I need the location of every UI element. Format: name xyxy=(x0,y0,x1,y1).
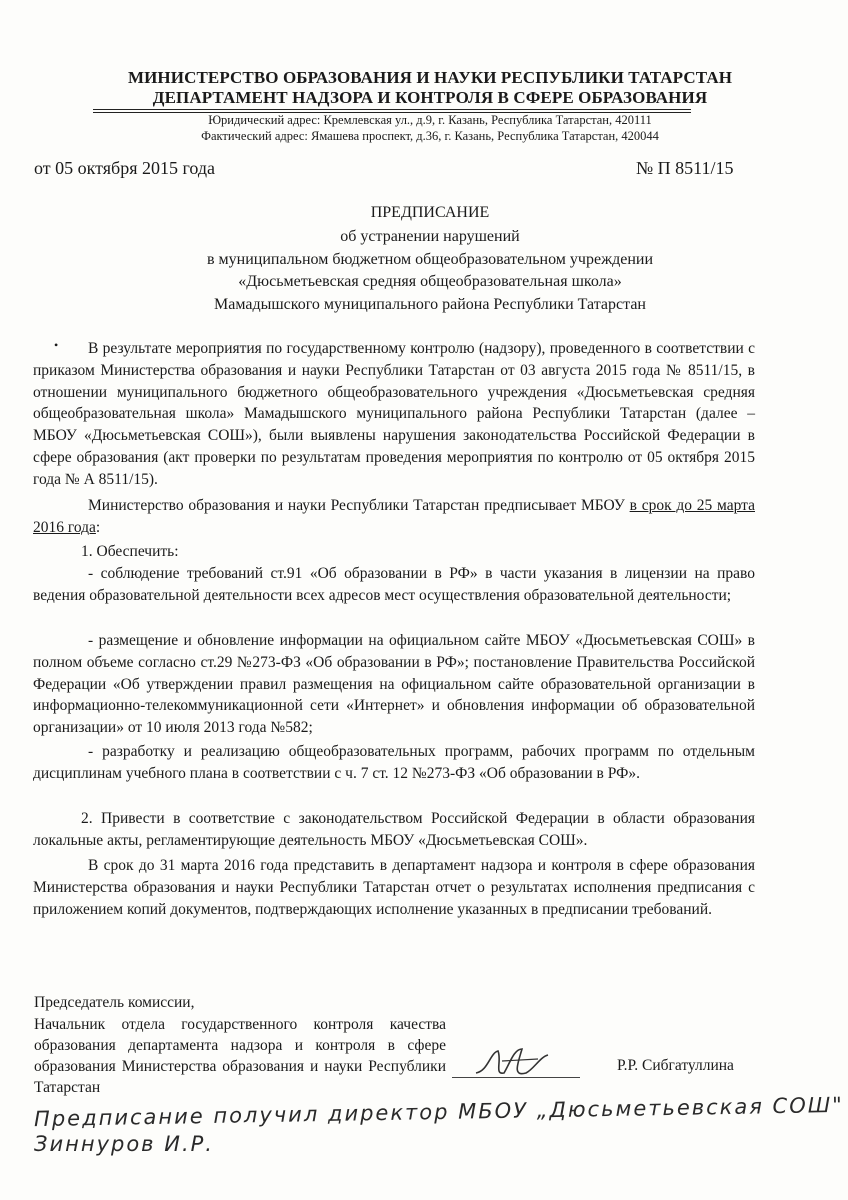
signer-name: Р.Р. Сибгатуллина xyxy=(617,1057,734,1074)
doc-title: ПРЕДПИСАНИЕ xyxy=(370,204,490,221)
paragraph-report-deadline xyxy=(33,855,755,920)
doc-subtitle-2: в муниципальном бюджетном общеобразовательном учреждении xyxy=(206,251,654,268)
doc-subtitle-3: «Дюсьметьевская средняя общеобразовательная школа» xyxy=(238,273,622,290)
document-date: от 05 октября 2015 года xyxy=(34,158,216,178)
item-1-website xyxy=(33,630,755,739)
paragraph-order xyxy=(33,495,755,539)
header-rule-top xyxy=(93,109,691,110)
signer-role-2: Начальник отдела государственного контроля качества образования департамента надзора и контроля в сфере образования Министерства образования и науки Республики Татарстан xyxy=(34,1016,446,1096)
order-text: Министерство образования и науки Республики Татарстан предписывает МБОУ xyxy=(88,497,630,514)
paragraph-text: - размещение и обновление информации на официальном сайте МБОУ «Дюсьметьевская СОШ» в полном объеме согласно ст.29 №273-ФЗ «Об образовании в РФ»; постановление Правительства Российской Федерации «Об утверждении правил размещения на официальном сайте образовательной организации в информационно-телекоммуникационной сети «Интернет» и обновления информации об образовательной организации» от 10 июля 2013 года №582; xyxy=(33,632,755,737)
ministry-title: МИНИСТЕРСТВО ОБРАЗОВАНИЯ И НАУКИ РЕСПУБЛИКИ ТАТАРСТАН xyxy=(127,68,733,87)
deadline-text: в срок до 25 марта 2016 года xyxy=(33,497,755,536)
signer-role-1: Председатель комиссии, xyxy=(34,994,195,1011)
paragraph-text: 1. Обеспечить: xyxy=(81,543,179,560)
paragraph-text: В срок до 31 марта 2016 года представить в департамент надзора и контроля в сфере образования Министерства образования и науки Республики Татарстан отчет о результатах исполнения предписания с приложением копий документов, подтверждающих исполнение указанных в предписании требований. xyxy=(33,857,755,918)
paragraph-text: 2. Привести в соответствие с законодательством Российской Федерации в области образования локальные акты, регламентирующие деятельность МБОУ «Дюсьметьевская СОШ». xyxy=(33,810,755,849)
document-number: № П 8511/15 xyxy=(636,158,734,178)
paragraph-text: В результате мероприятия по государственному контролю (надзору), проведенного в соответствии с приказом Министерства образования и науки Республики Татарстан от 03 августа 2015 года № 8511/15, в отношении муниципального бюджетного общеобразовательного учреждения «Дюсьметьевская средняя общеобразовательная школа» Мамадышского муниципального района Республики Татарстан (далее – МБОУ «Дюсьметьевская СОШ»), были выявлены нарушения законодательства Российской Федерации в сфере образования (акт проверки по результатам проведения мероприятия по контролю от 05 октября 2015 года № А 8511/15). xyxy=(33,340,755,488)
handwritten-recipient: Зиннуров И.Р. xyxy=(34,1132,214,1156)
doc-subtitle-4: Мамадышского муниципального района Республики Татарстан xyxy=(214,296,646,313)
handwritten-receipt: Предписание получил директор МБОУ „Дюсьметьевская СОШ" xyxy=(33,1092,845,1132)
scan-speck: • xyxy=(54,338,59,352)
item-2-local-acts xyxy=(33,808,755,852)
order-colon: : xyxy=(95,518,101,536)
paragraph-text: - соблюдение требований ст.91 «Об образовании в РФ» в части указания в лицензии на право ведения образовательной деятельности всех адресов мест осуществления образовательной деятельности; xyxy=(33,565,755,604)
item-1-programs xyxy=(33,741,755,785)
legal-address: Юридический адрес: Кремлевская ул., д.9, г. Казань, Республика Татарстан, 420111 xyxy=(208,113,652,127)
signature-scribble-icon xyxy=(468,1043,558,1083)
actual-address: Фактический адрес: Ямашева проспект, д.36, г. Казань, Республика Татарстан, 420044 xyxy=(201,129,659,143)
item-1-license xyxy=(33,563,755,607)
department-title: ДЕПАРТАМЕНТ НАДЗОРА И КОНТРОЛЯ В СФЕРЕ ОБРАЗОВАНИЯ xyxy=(152,88,708,107)
paragraph-findings xyxy=(33,338,755,491)
doc-subtitle-1: об устранении нарушений xyxy=(340,228,520,245)
paragraph-text: - разработку и реализацию общеобразовательных программ, рабочих программ по отдельным дисциплинам учебного плана в соответствии с ч. 7 ст. 12 №273-ФЗ «Об образовании в РФ». xyxy=(33,743,755,782)
item-1-heading xyxy=(33,541,755,563)
